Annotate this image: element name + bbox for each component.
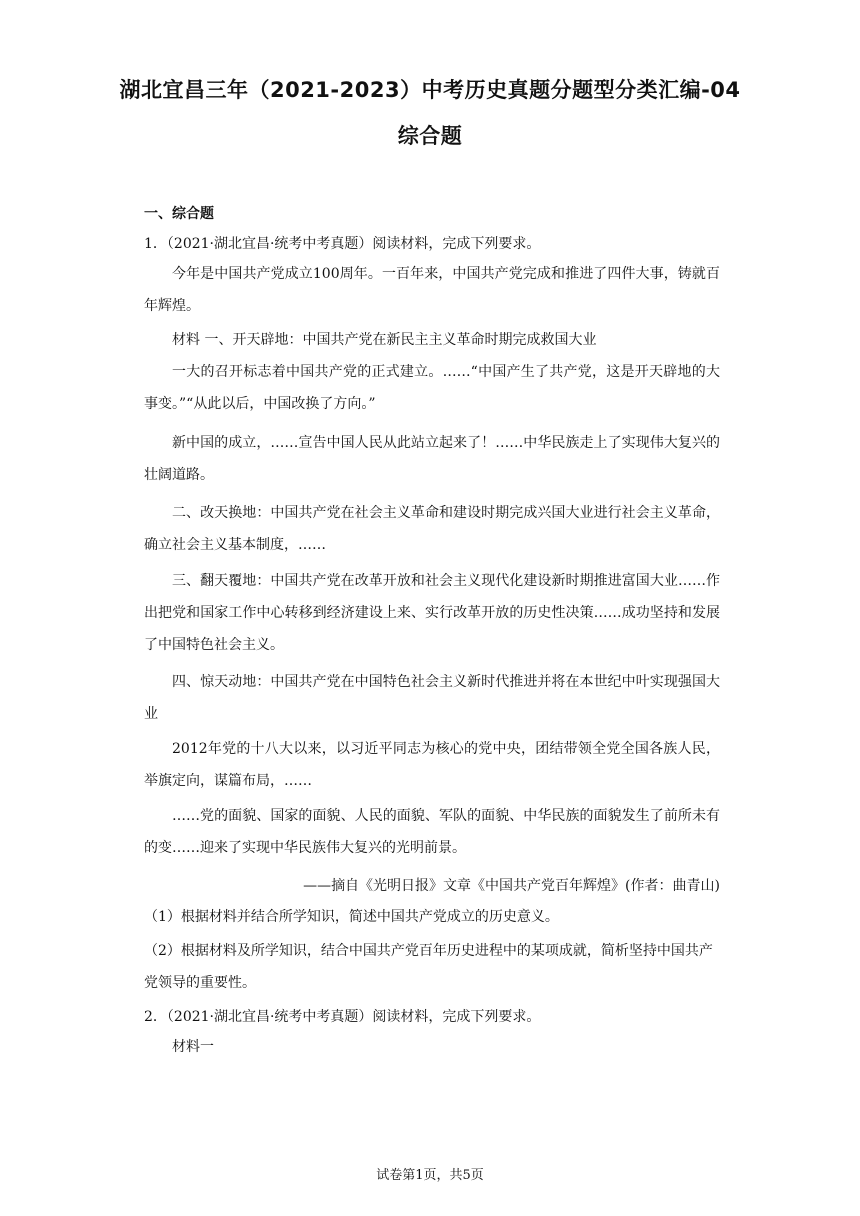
sub-question-1: （1）根据材料并结合所学知识，简述中国共产党成立的历史意义。 xyxy=(144,909,559,925)
question-2-header: 2．（2021·湖北宜昌·统考中考真题）阅读材料，完成下列要求。 xyxy=(144,1009,541,1025)
material-paragraph: ……党的面貌、国家的面貌、人民的面貌、军队的面貌、中华民族的面貌发生了前所未有的变……迎来了实现中华民族伟大复兴的光明前景。 xyxy=(144,808,720,856)
material-paragraph: 三、翻天覆地：中国共产党在改革开放和社会主义现代化建设新时期推进富国大业……作出把党和国家工作中心转移到经济建设上来、实行改革开放的历史性决策……成功坚持和发展了中国特色社会主义。 xyxy=(144,573,720,653)
citation: ——摘自《光明日报》文章《中国共产党百年辉煌》(作者：曲青山) xyxy=(303,878,720,894)
material-paragraph: 一大的召开标志着中国共产党的正式建立。……“中国产生了共产党，这是开天辟地的大事变。”“从此以后，中国改换了方向。” xyxy=(144,364,720,412)
question-1-header: 1．（2021·湖北宜昌·统考中考真题）阅读材料，完成下列要求。 xyxy=(144,236,541,252)
sub-question-2: （2）根据材料及所学知识，结合中国共产党百年历史进程中的某项成就，简析坚持中国共产党领导的重要性。 xyxy=(144,943,713,991)
material-paragraph: 新中国的成立，……宣告中国人民从此站立起来了！……中华民族走上了实现伟大复兴的壮阔道路。 xyxy=(144,435,720,483)
material-paragraph: 二、改天换地：中国共产党在社会主义革命和建设时期完成兴国大业进行社会主义革命，确立社会主义基本制度，…… xyxy=(144,505,720,553)
question-1-intro: 今年是中国共产党成立100周年。一百年来，中国共产党完成和推进了四件大事，铸就百年辉煌。 xyxy=(144,266,720,314)
page-footer: 试卷第1页，共5页 xyxy=(376,1168,484,1183)
material-paragraph: 四、惊天动地：中国共产党在中国特色社会主义新时代推进并将在本世纪中叶实现强国大业 xyxy=(144,674,720,722)
material-paragraph: 2012年党的十八大以来，以习近平同志为核心的党中央，团结带领全党全国各族人民，举旗定向，谋篇布局，…… xyxy=(144,741,720,789)
document-title-line2: 综合题 xyxy=(397,124,463,148)
document-title: 湖北宜昌三年（2021-2023）中考历史真题分题型分类汇编-04 xyxy=(119,78,741,102)
material-heading: 材料 一、开天辟地：中国共产党在新民主主义革命时期完成救国大业 xyxy=(172,332,597,348)
material-label: 材料一 xyxy=(172,1039,214,1055)
section-heading: 一、综合题 xyxy=(144,206,214,222)
